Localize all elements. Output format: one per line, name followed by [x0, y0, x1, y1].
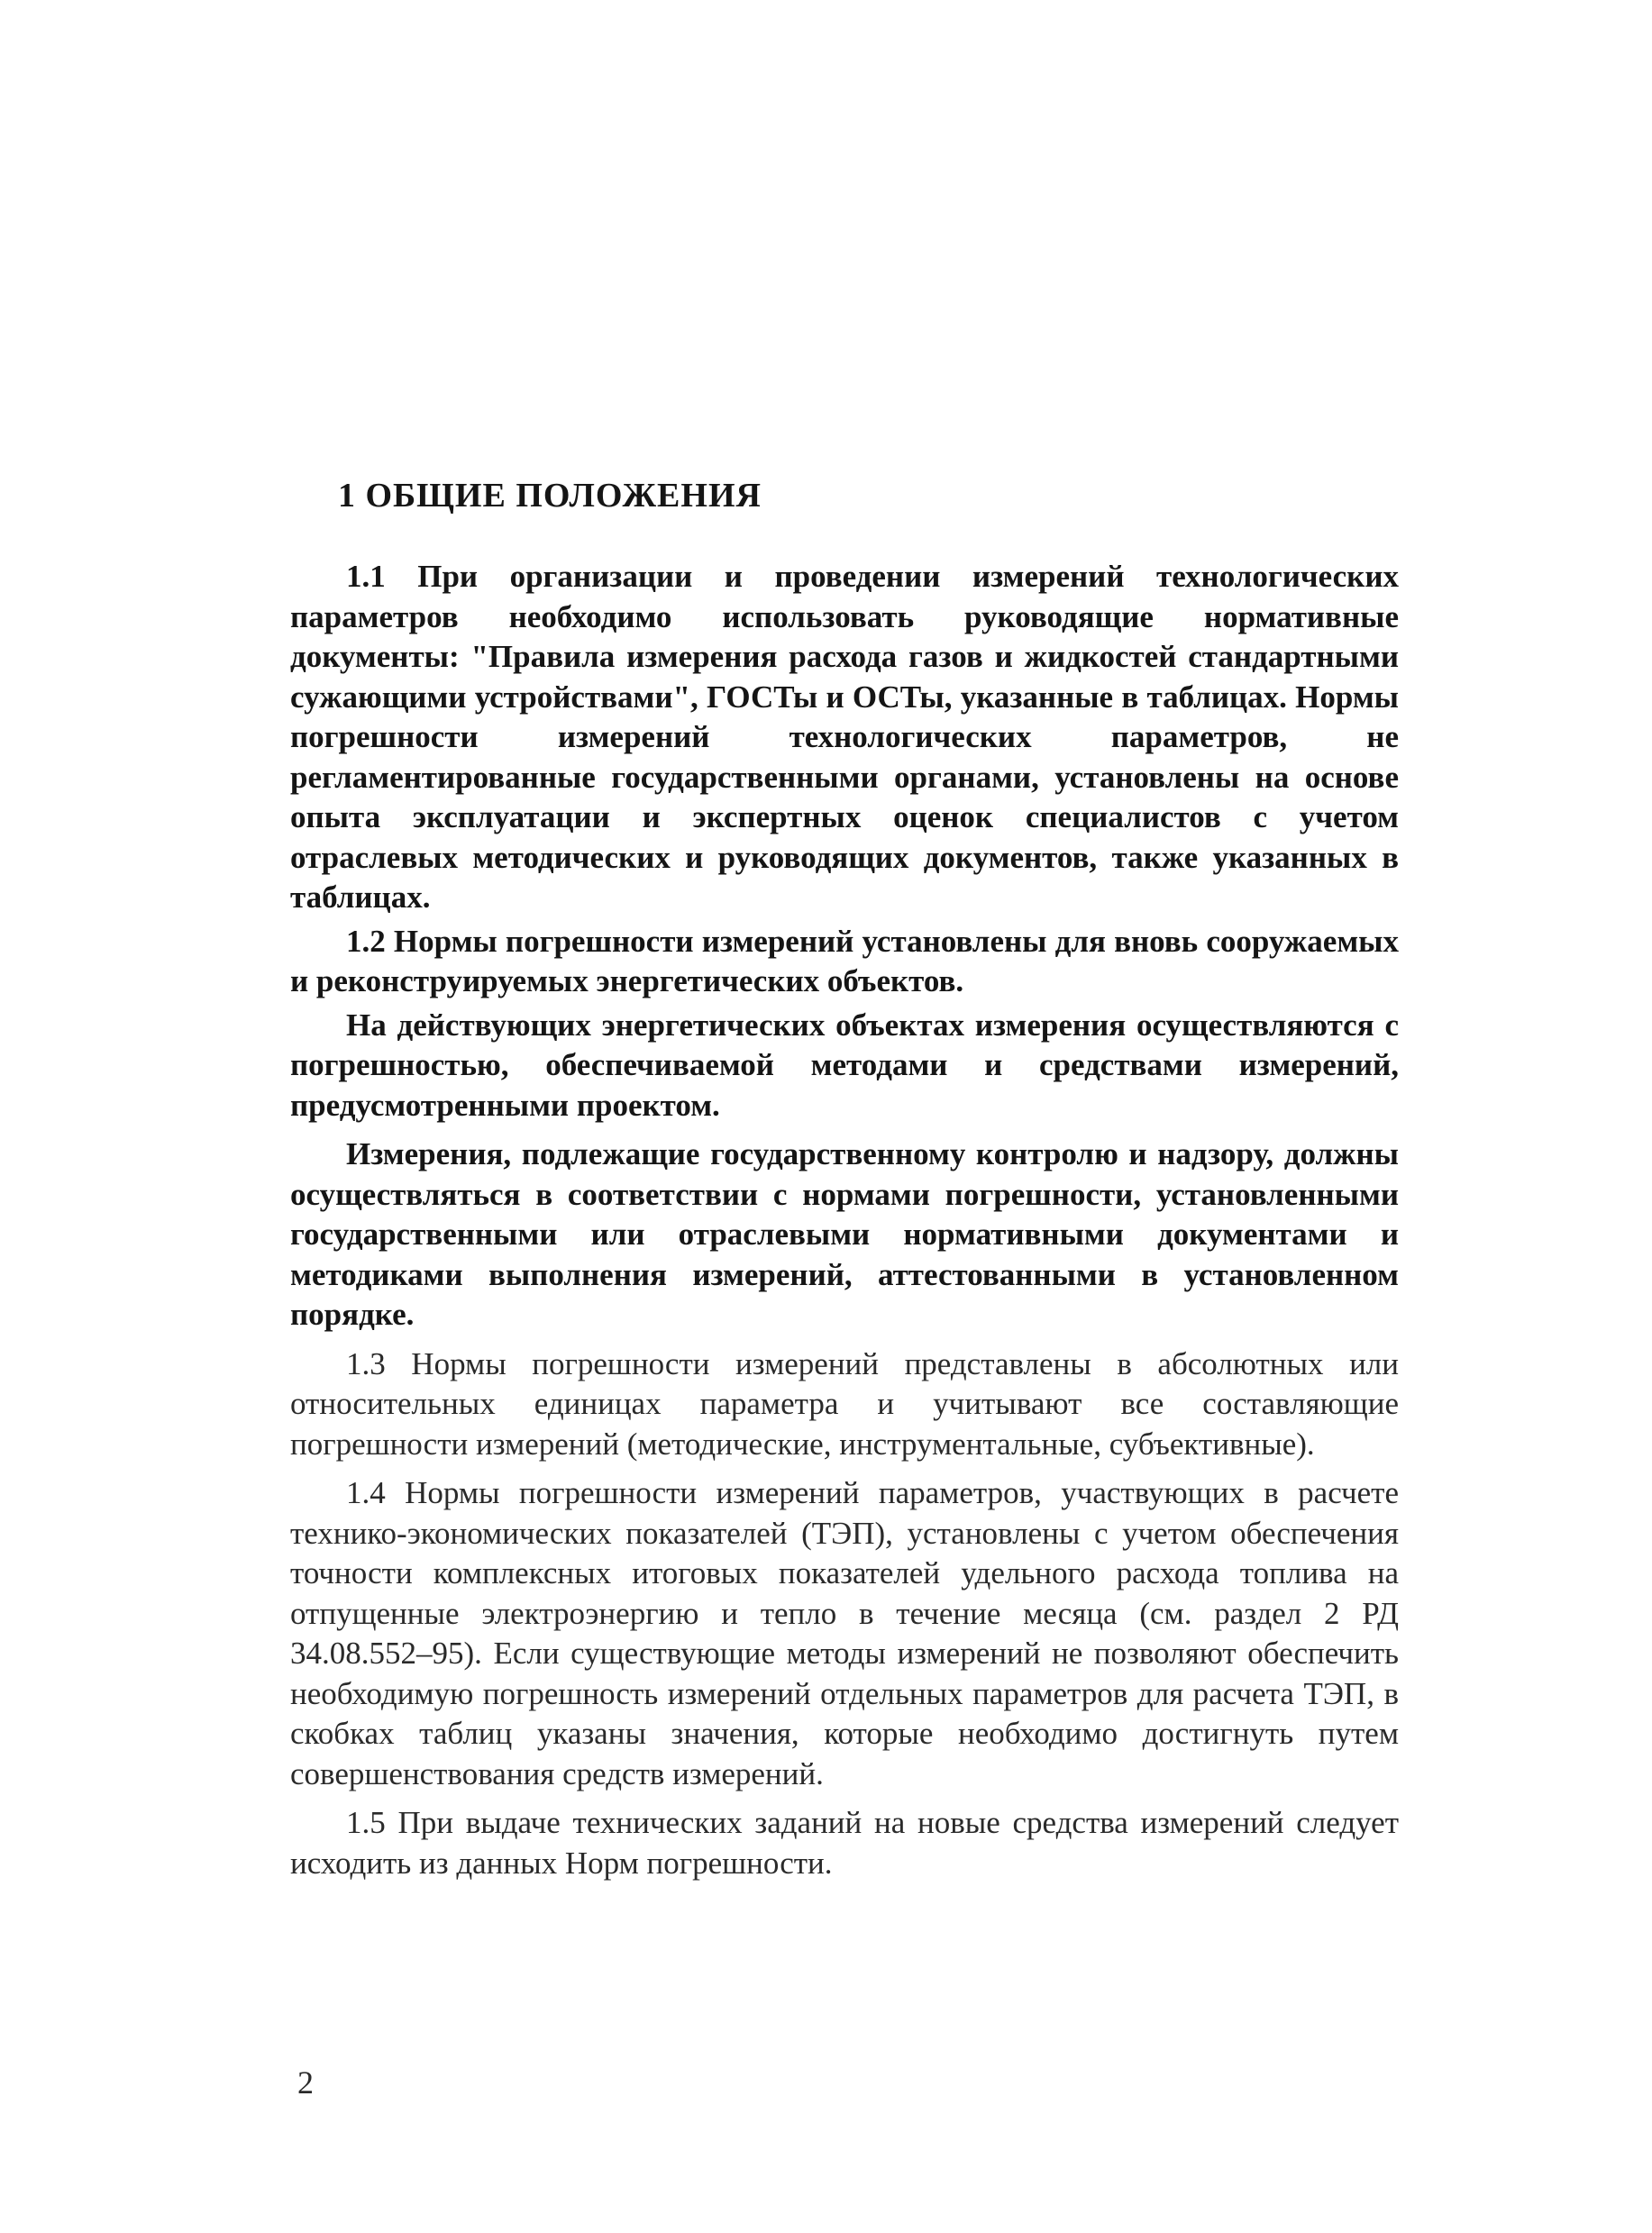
paragraph-1-2: 1.2 Нормы погрешности измерений установлены для вновь сооружаемых и реконструируемых энергетических объектов.	[290, 923, 1399, 998]
paragraph-1-3: 1.3 Нормы погрешности измерений представлены в абсолютных или относительных единицах параметра и учитывают все составляющие погрешности измерений (методические, инструментальные, субъективные).	[290, 1345, 1399, 1462]
section-heading: 1 ОБЩИЕ ПОЛОЖЕНИЯ	[338, 477, 762, 515]
paragraph-1-1: 1.1 При организации и проведении измерений технологических параметров необходимо использовать руководящие нормативные документы: "Правила измерения расхода газов и жидкостей стандартными сужающими устройствами", ГОСТы и ОСТы, указанные в таблицах. Нормы погрешности измерений технологических параметров, не регламентированные государственными органами, установлены на основе опыта эксплуатации и экспертных оценок специалистов с учетом отраслевых методических и руководящих документов, также указанных в таблицах.	[290, 559, 1399, 915]
paragraph-state-control: Измерения, подлежащие государственному контролю и надзору, должны осуществляться в соответствии с нормами погрешности, установленными государственными или отраслевыми нормативными документами и методиками выполнения измерений, аттестованными в установленном порядке.	[290, 1136, 1399, 1332]
section-body	[290, 557, 1399, 1883]
page-number: 2	[297, 2064, 314, 2101]
paragraph-1-4: 1.4 Нормы погрешности измерений параметров, участвующих в расчете технико-экономических показателей (ТЭП), установлены с учетом обеспечения точности комплексных итоговых показателей удельного расхода топлива на отпущенные электроэнергию и тепло в течение месяца (см. раздел 2 РД 34.08.552–95). Если существующие методы измерений не позволяют обеспечить необходимую погрешность измерений отдельных параметров для расчета ТЭП, в скобках таблиц указаны значения, которые необходимо достигнуть путем совершенствования средств измерений.	[290, 1475, 1399, 1791]
paragraph-existing-objects: На действующих энергетических объектах измерения осуществляются с погрешностью, обеспечиваемой методами и средствами измерений, предусмотренными проектом.	[290, 1007, 1399, 1123]
paragraph-1-5: 1.5 При выдаче технических заданий на новые средства измерений следует исходить из данных Норм погрешности.	[290, 1805, 1399, 1881]
